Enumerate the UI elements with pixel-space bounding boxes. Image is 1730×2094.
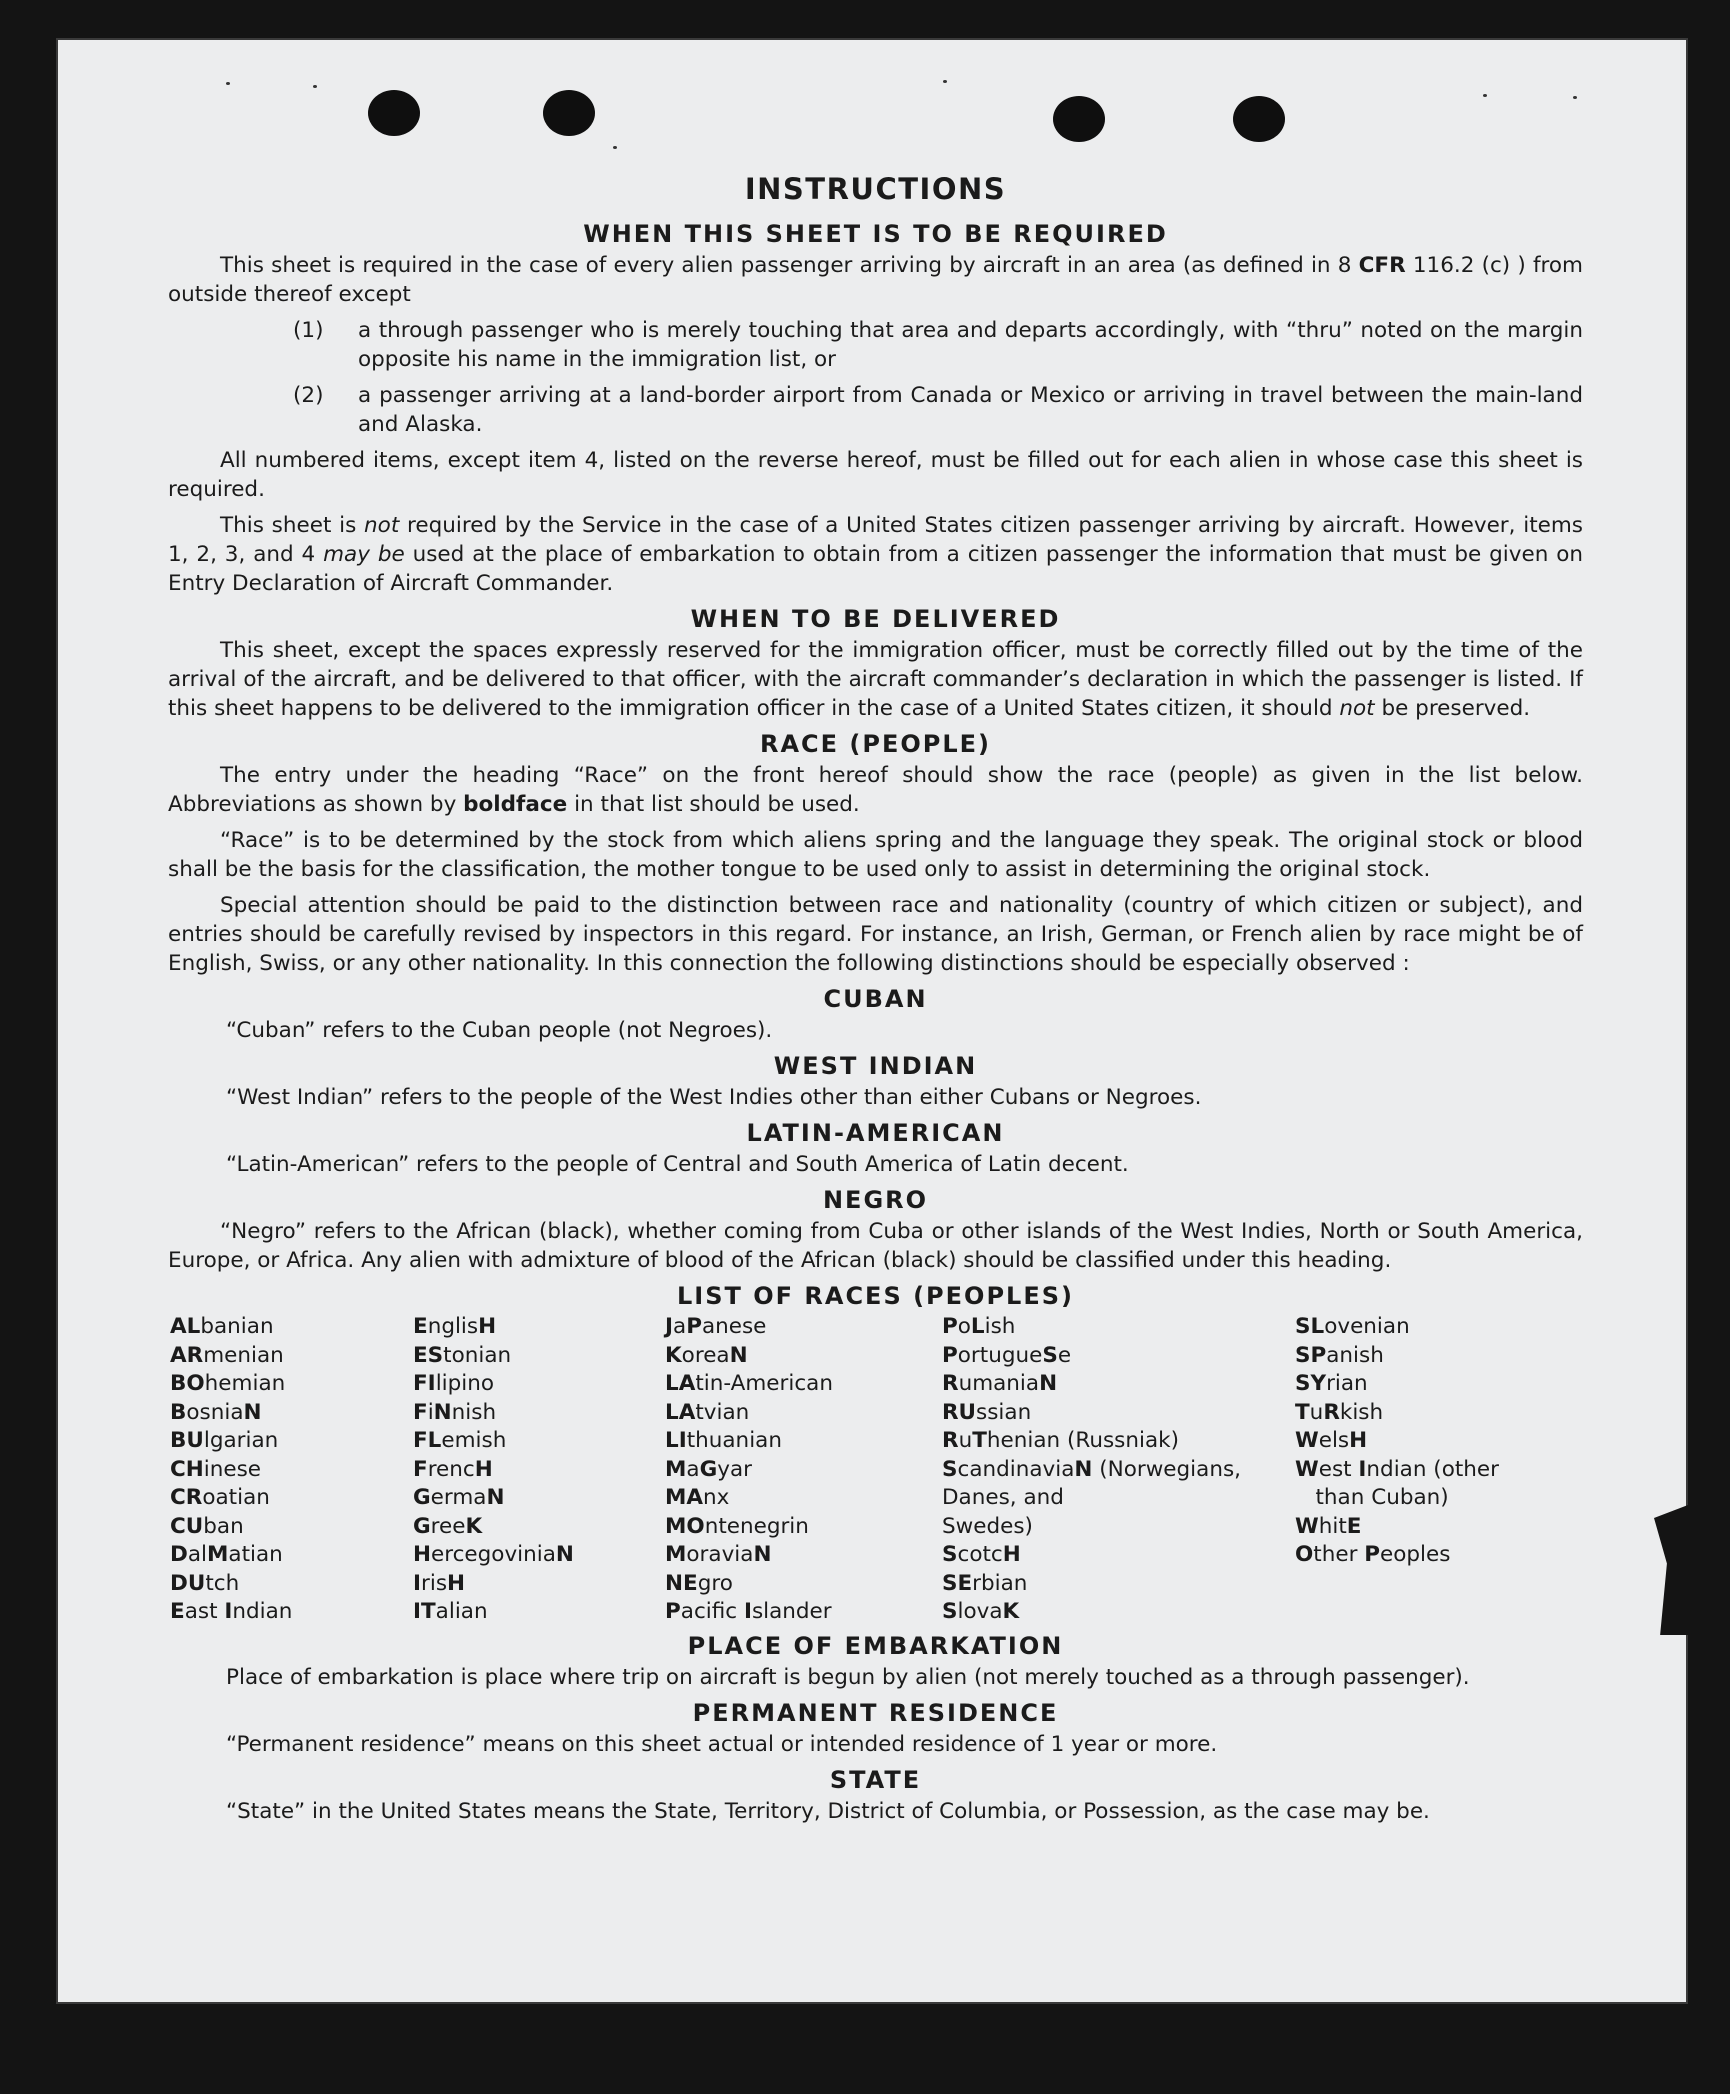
race-abbrev: MA — [665, 1485, 704, 1510]
race-entry — [665, 1513, 942, 1542]
heading-embarkation: PLACE OF EMBARKATION — [687, 1631, 1064, 1660]
race-entry — [413, 1456, 665, 1485]
race-text: o — [957, 1314, 971, 1339]
race-text: thuanian — [686, 1428, 782, 1453]
cuban-definition: “Cuban” refers to the Cuban people (not Negroes). — [226, 1018, 773, 1043]
race-abbrev: MO — [665, 1513, 705, 1539]
race-text: renc — [427, 1456, 475, 1482]
race-abbrev: G — [413, 1513, 431, 1539]
race-abbrev: K — [1002, 1599, 1020, 1624]
race-text: nglis — [427, 1314, 479, 1339]
race-entry — [170, 1456, 413, 1485]
negro-definition: “Negro” refers to the African (black), whether coming from Cuba or other islands of the West Indies, North or South America, Europe, or Africa. Any alien with admixture of blood of the African (black) should be classified under this heading. — [168, 1219, 1583, 1273]
race-text: ntenegrin — [704, 1513, 809, 1539]
race-text: The entry under the heading “Race” on the front hereof should show the race (people) as given in the list below. Abbreviations as shown by — [168, 763, 1583, 817]
delivered-text-end: be preserved. — [1374, 696, 1531, 721]
race-text: al — [187, 1542, 208, 1567]
race-entry — [413, 1570, 665, 1599]
race-abbrev: SE — [942, 1570, 973, 1596]
citizen-text-end: used at the place of embarkation to obtain from a citizen passenger the information that must be given on Entry Declaration of Aircraft Commander. — [168, 542, 1583, 596]
heading-permanent-residence: PERMANENT RESIDENCE — [692, 1698, 1059, 1727]
punch-hole-3 — [1053, 96, 1105, 142]
race-abbrev: O — [1295, 1542, 1314, 1567]
race-text: ree — [430, 1513, 466, 1539]
paper-speck — [1573, 96, 1577, 99]
required-intro — [168, 251, 1583, 309]
race-abbrev: M — [665, 1456, 687, 1482]
race-text: tvian — [695, 1399, 750, 1425]
race-abbrev: SP — [1295, 1342, 1327, 1368]
citizen-text-mid: required by the Service in the case of a United States citizen passenger arriving by aircraft. However, items 1, 2, 3, and 4 — [168, 513, 1583, 567]
race-abbrev: H — [478, 1314, 497, 1339]
race-text: oatian — [202, 1485, 270, 1510]
race-abbrev: CR — [170, 1485, 203, 1510]
race-text: lova — [957, 1599, 1003, 1624]
race-entry — [942, 1541, 1295, 1570]
paper-speck — [613, 146, 617, 149]
race-text: ndian — [232, 1599, 293, 1624]
race-entry — [170, 1570, 413, 1599]
race-text: Swedes) — [942, 1513, 1033, 1539]
race-abbrev: N — [753, 1542, 772, 1567]
race-entry — [170, 1484, 413, 1513]
race-abbrev: IT — [413, 1599, 436, 1624]
paper-speck — [226, 82, 230, 85]
race-abbrev: F — [413, 1399, 428, 1425]
race-abbrev: R — [1323, 1399, 1340, 1425]
race-entry — [170, 1313, 413, 1342]
race-entry — [413, 1541, 665, 1570]
race-text: alian — [435, 1599, 488, 1624]
heading-state: STATE — [829, 1765, 922, 1794]
race-text: nish — [451, 1399, 497, 1425]
race-abbrev: H — [1349, 1428, 1368, 1453]
race-abbrev: P — [942, 1314, 958, 1339]
race-entry — [1295, 1513, 1555, 1542]
race-list — [170, 1313, 1583, 1627]
boldface-word: boldface — [463, 792, 568, 817]
required-intro-text-end: 116.2 (c) ) from outside thereof except — [168, 253, 1584, 307]
race-text: anese — [701, 1314, 767, 1339]
race-entry — [1295, 1370, 1555, 1399]
race-text: oravia — [686, 1542, 754, 1567]
race-text: ast — [184, 1599, 225, 1624]
race-abbrev: R — [942, 1428, 959, 1453]
race-text: henian (Russniak) — [986, 1428, 1179, 1453]
race-abbrev: RU — [942, 1399, 977, 1425]
race-entry — [942, 1370, 1295, 1399]
race-entry — [942, 1342, 1295, 1371]
race-text: slander — [751, 1599, 832, 1624]
exception-number: (1) — [293, 318, 324, 343]
race-text: ortugue — [957, 1342, 1043, 1368]
race-entry — [413, 1484, 665, 1513]
heading-when-required: WHEN THIS SHEET IS TO BE REQUIRED — [583, 220, 1168, 248]
race-entry — [665, 1570, 942, 1599]
race-abbrev: H — [474, 1456, 493, 1482]
race-column — [665, 1313, 942, 1627]
race-text: u — [958, 1428, 973, 1453]
punch-hole-1 — [368, 90, 420, 136]
punch-hole-4 — [1233, 96, 1285, 142]
race-text: tch — [205, 1570, 240, 1596]
race-abbrev: LA — [665, 1399, 696, 1425]
race-column — [413, 1313, 665, 1627]
race-text: u — [1309, 1399, 1324, 1425]
race-abbrev: W — [1295, 1513, 1319, 1539]
citizen-paragraph — [168, 511, 1583, 598]
race-abbrev: E — [170, 1599, 185, 1624]
race-entry — [170, 1598, 413, 1627]
race-abbrev: NE — [665, 1570, 698, 1596]
race-abbrev: S — [942, 1599, 958, 1624]
race-abbrev: CU — [170, 1513, 204, 1539]
race-entry — [170, 1541, 413, 1570]
race-abbrev: K — [465, 1513, 483, 1539]
citizen-text: This sheet is — [220, 513, 365, 538]
heading-latin-american: LATIN-AMERICAN — [746, 1119, 1005, 1147]
race-abbrev: E — [413, 1314, 428, 1339]
race-abbrev: N — [1074, 1456, 1093, 1482]
race-entry — [170, 1399, 413, 1428]
race-text: orea — [681, 1342, 730, 1368]
race-abbrev: ES — [413, 1342, 444, 1368]
race-text: ris — [421, 1570, 448, 1596]
delivered-text: This sheet, except the spaces expressly reserved for the immigration officer, must be correctly filled out by the time of the arrival of the aircraft, and be delivered to that officer, with the aircraft commander’s declaration in which the passenger is listed. If this sheet happens to be delivered to the immigration officer in the case of a United States citizen, it should — [168, 638, 1583, 721]
race-text: ovenian — [1324, 1314, 1410, 1339]
race-abbrev: I — [1358, 1456, 1367, 1482]
race-abbrev: E — [1346, 1513, 1362, 1539]
exception-number: (2) — [293, 383, 324, 408]
race-abbrev: J — [665, 1314, 673, 1339]
race-abbrev: N — [243, 1399, 262, 1425]
paper-speck — [1483, 94, 1487, 97]
race-entry — [665, 1342, 942, 1371]
race-text: osnia — [186, 1399, 244, 1425]
race-abbrev: FI — [413, 1371, 436, 1396]
race-abbrev: P — [665, 1599, 681, 1624]
race-entry — [942, 1456, 1295, 1485]
race-entry — [413, 1399, 665, 1428]
emphasis-not: not — [364, 513, 400, 538]
race-entry — [665, 1313, 942, 1342]
race-entry — [413, 1513, 665, 1542]
race-entry — [413, 1313, 665, 1342]
race-abbrev: BU — [170, 1428, 204, 1453]
race-abbrev: T — [1295, 1399, 1310, 1425]
numbered-items-paragraph: All numbered items, except item 4, listed on the reverse hereof, must be filled out for each alien in whose case this sheet is required. — [168, 448, 1583, 502]
latin-american-definition: “Latin-American” refers to the people of Central and South America of Latin decent. — [226, 1152, 1129, 1177]
race-abbrev: SY — [1295, 1371, 1327, 1396]
race-text: Danes, and — [942, 1485, 1064, 1510]
race-abbrev: FL — [413, 1428, 442, 1453]
race-entry — [942, 1570, 1295, 1599]
race-abbrev: SL — [1295, 1314, 1325, 1339]
race-text: kish — [1339, 1399, 1384, 1425]
race-text: rian — [1326, 1371, 1368, 1396]
race-abbrev: I — [743, 1599, 752, 1624]
race-text: eoples — [1380, 1542, 1451, 1567]
race-entry — [665, 1541, 942, 1570]
race-abbrev: W — [1295, 1428, 1319, 1453]
race-entry — [170, 1342, 413, 1371]
race-entry — [1295, 1399, 1555, 1428]
state-definition: “State” in the United States means the State, Territory, District of Columbia, or Possession, as the case may be. — [226, 1798, 1430, 1824]
race-entry — [413, 1427, 665, 1456]
race-text: nx — [703, 1485, 730, 1510]
heading-cuban: CUBAN — [823, 985, 928, 1013]
emphasis-not: not — [1339, 696, 1375, 721]
race-abbrev: N — [555, 1542, 574, 1567]
race-abbrev: AL — [170, 1314, 201, 1339]
race-text: a — [673, 1314, 687, 1339]
race-entry — [170, 1427, 413, 1456]
race-abbrev: T — [972, 1428, 987, 1453]
race-entry — [665, 1484, 942, 1513]
race-abbrev: I — [413, 1570, 421, 1596]
race-abbrev: P — [686, 1314, 702, 1339]
race-entry — [942, 1313, 1295, 1342]
race-abbrev: D — [170, 1542, 188, 1567]
race-abbrev: S — [942, 1542, 958, 1567]
race-entry — [942, 1427, 1295, 1456]
embarkation-definition: Place of embarkation is place where trip on aircraft is begun by alien (not merely touched as a through passenger). — [226, 1664, 1470, 1690]
race-text: tin-American — [695, 1371, 833, 1396]
paper-speck — [313, 85, 317, 88]
race-text: est — [1318, 1456, 1359, 1482]
required-intro-text: This sheet is required in the case of every alien passenger arriving by aircraft in an area (as defined in 8 — [220, 253, 1359, 278]
race-entry — [665, 1456, 942, 1485]
race-abbrev: F — [413, 1456, 428, 1482]
instructions-content — [168, 172, 1583, 1833]
race-text: candinavia — [957, 1456, 1075, 1482]
instruction-sheet — [58, 40, 1686, 2002]
race-text: ish — [984, 1314, 1016, 1339]
race-abbrev: G — [413, 1485, 431, 1510]
race-entry — [1295, 1456, 1555, 1485]
race-abbrev: M — [665, 1542, 687, 1567]
race-entry — [1295, 1313, 1555, 1342]
race-abbrev: LA — [665, 1371, 696, 1396]
emphasis-may-be: may be — [323, 542, 405, 567]
race-abbrev: R — [942, 1371, 959, 1396]
exception-text: a passenger arriving at a land-border airport from Canada or Mexico or arriving in travel between the main-land and Alaska. — [358, 383, 1583, 437]
race-abbrev: N — [1039, 1371, 1058, 1396]
race-text: than Cuban) — [1295, 1485, 1449, 1510]
race-entry — [942, 1598, 1295, 1627]
heading-west-indian: WEST INDIAN — [773, 1052, 978, 1080]
race-text: ssian — [976, 1399, 1032, 1425]
race-abbrev: W — [1295, 1456, 1319, 1482]
race-abbrev: P — [942, 1342, 958, 1368]
race-text: lgarian — [203, 1428, 279, 1453]
race-abbrev: P — [1364, 1542, 1381, 1567]
race-text: a — [686, 1456, 700, 1482]
race-entry — [942, 1399, 1295, 1428]
race-column — [170, 1313, 413, 1627]
race-text: menian — [203, 1342, 284, 1368]
race-text: ndian (other — [1366, 1456, 1499, 1482]
race-text: yar — [717, 1456, 752, 1482]
race-abbrev: N — [486, 1485, 505, 1510]
race-text: hit — [1318, 1513, 1347, 1539]
race-entry — [1295, 1427, 1555, 1456]
heading-negro: NEGRO — [822, 1186, 929, 1214]
race-text: ther — [1313, 1542, 1365, 1567]
race-entry — [665, 1598, 942, 1627]
race-paragraph-2: “Race” is to be determined by the stock from which aliens spring and the language they speak. The original stock or blood shall be the basis for the classification, the mother tongue to be used only to assist in determining the original stock. — [168, 828, 1583, 882]
exception-text: a through passenger who is merely touching that area and departs accordingly, with “thru” noted on the margin opposite his name in the immigration list, or — [358, 318, 1583, 372]
race-abbrev: H — [447, 1570, 466, 1596]
race-text: cotc — [957, 1542, 1003, 1567]
race-abbrev: N — [433, 1399, 452, 1425]
race-text: erma — [430, 1485, 487, 1510]
race-abbrev: B — [170, 1399, 187, 1425]
race-abbrev: BO — [170, 1371, 205, 1396]
page-title: INSTRUCTIONS — [744, 172, 1007, 206]
race-text: gro — [697, 1570, 733, 1596]
race-abbrev: H — [1002, 1542, 1021, 1567]
race-entry — [665, 1427, 942, 1456]
race-text-end: in that list should be used. — [567, 792, 860, 817]
race-entry — [413, 1342, 665, 1371]
race-entry — [1295, 1541, 1555, 1570]
race-abbrev: M — [207, 1542, 229, 1567]
race-abbrev: CH — [170, 1456, 204, 1482]
delivered-paragraph — [168, 636, 1583, 723]
race-entry — [413, 1370, 665, 1399]
race-abbrev: S — [1042, 1342, 1058, 1368]
race-text: banian — [200, 1314, 274, 1339]
race-abbrev: N — [729, 1342, 748, 1368]
race-abbrev: DU — [170, 1570, 206, 1596]
race-entry — [665, 1370, 942, 1399]
race-text: tonian — [443, 1342, 512, 1368]
race-abbrev: H — [413, 1542, 431, 1567]
race-text: (Norwegians, — [1092, 1456, 1241, 1482]
torn-edge — [1654, 1505, 1688, 1635]
race-entry — [1295, 1342, 1555, 1371]
race-entry — [942, 1484, 1295, 1513]
race-text: e — [1057, 1342, 1072, 1368]
race-text: hemian — [204, 1371, 286, 1396]
race-text: rbian — [972, 1570, 1028, 1596]
race-entry — [1295, 1484, 1555, 1513]
race-entry — [170, 1370, 413, 1399]
race-text: umania — [958, 1371, 1040, 1396]
race-text: emish — [441, 1428, 507, 1453]
race-text: ercegovinia — [431, 1542, 556, 1567]
race-abbrev: S — [942, 1456, 958, 1482]
race-paragraph-1 — [168, 761, 1583, 819]
race-text: inese — [203, 1456, 262, 1482]
race-column — [942, 1313, 1295, 1627]
race-paragraph-3: Special attention should be paid to the distinction between race and nationality (country of which citizen or subject), and entries should be carefully revised by inspectors in this regard. For instance, an Irish, German, or French alien by race might be of English, Swiss, or any other nationality. In this connection the following distinctions should be especially observed : — [168, 893, 1583, 976]
heading-when-delivered: WHEN TO BE DELIVERED — [690, 605, 1061, 633]
punch-hole-2 — [543, 90, 595, 136]
exception-item — [168, 316, 1583, 374]
race-text: i — [427, 1399, 434, 1425]
race-entry — [665, 1399, 942, 1428]
heading-race: RACE (PEOPLE) — [759, 730, 992, 758]
paper-speck — [943, 80, 947, 83]
race-abbrev: AR — [170, 1342, 204, 1368]
race-text: els — [1318, 1428, 1350, 1453]
cfr-abbrev: CFR — [1358, 253, 1406, 278]
race-abbrev: LI — [665, 1428, 687, 1453]
race-text: lipino — [435, 1371, 495, 1396]
race-abbrev: I — [224, 1599, 233, 1624]
race-text: anish — [1326, 1342, 1384, 1368]
exception-item — [168, 381, 1583, 439]
residence-definition: “Permanent residence” means on this sheet actual or intended residence of 1 year or more. — [226, 1731, 1218, 1757]
race-abbrev: K — [665, 1342, 682, 1368]
race-abbrev: L — [970, 1314, 985, 1339]
race-abbrev: G — [699, 1456, 718, 1482]
west-indian-definition: “West Indian” refers to the people of the West Indies other than either Cubans or Negroes. — [226, 1085, 1202, 1110]
race-entry — [413, 1598, 665, 1627]
race-entry — [942, 1513, 1295, 1542]
race-text: atian — [228, 1542, 283, 1567]
heading-list-of-races: LIST OF RACES (PEOPLES) — [677, 1282, 1074, 1310]
race-text: ban — [203, 1513, 244, 1539]
race-text: acific — [680, 1599, 744, 1624]
race-column — [1295, 1313, 1555, 1627]
race-entry — [170, 1513, 413, 1542]
